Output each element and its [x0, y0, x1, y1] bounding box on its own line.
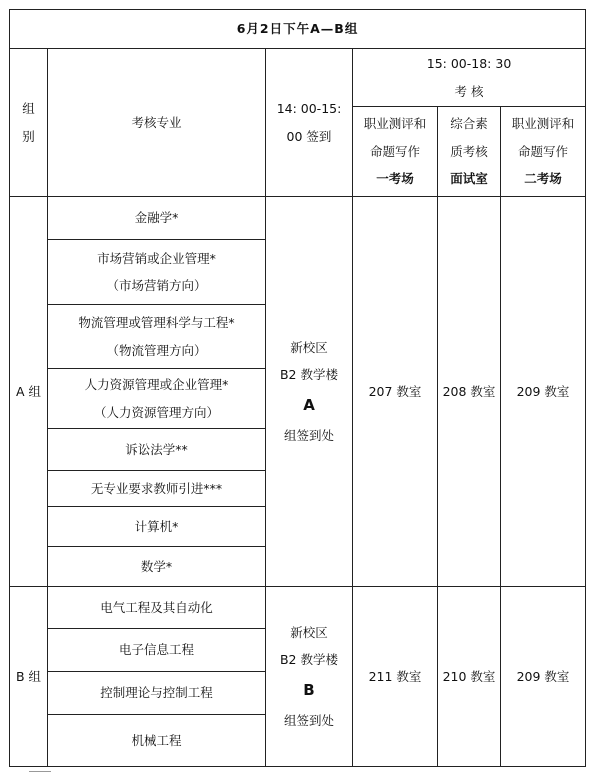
major-name: 市场营销或企业管理*	[97, 250, 216, 266]
group-b-room-2: 210 教室	[438, 587, 501, 767]
location-building: B2 教学楼	[279, 367, 338, 383]
table-row	[10, 197, 586, 240]
room-header-2	[438, 107, 501, 197]
major-cell	[48, 240, 266, 305]
room-header-3-line2: 命题写作	[518, 143, 569, 159]
group-a-room-1: 207 教室	[353, 197, 438, 587]
group-b-room-3: 209 教室	[501, 587, 586, 767]
group-b-location	[266, 587, 353, 767]
location-campus: 新校区	[290, 339, 328, 355]
group-b-label: B 组	[10, 587, 48, 767]
room-header-1-line1: 职业测评和	[363, 116, 427, 132]
major-direction: （物流管理方向）	[106, 342, 207, 358]
major-cell: 金融学*	[48, 197, 266, 240]
room-header-3-line1: 职业测评和	[511, 116, 575, 132]
signin-time-header	[266, 49, 353, 197]
location-signin-text: 组签到处	[283, 712, 334, 728]
location-building: B2 教学楼	[279, 652, 338, 668]
major-name: 人力资源管理或企业管理*	[84, 377, 229, 392]
room-header-2-name: 面试室	[450, 171, 488, 187]
room-header-2-line2: 质考核	[450, 143, 488, 159]
page-corner-mark	[29, 771, 51, 776]
signin-time-line2: 00 签到	[286, 128, 332, 144]
location-campus: 新校区	[290, 624, 328, 640]
schedule-table	[9, 9, 586, 767]
group-a-room-3: 209 教室	[501, 197, 586, 587]
major-cell: 电子信息工程	[48, 629, 266, 672]
major-cell: 机械工程	[48, 715, 266, 767]
group-header-line2: 别	[22, 128, 35, 144]
major-cell: 数学*	[48, 547, 266, 587]
major-cell: 计算机*	[48, 507, 266, 547]
major-column-header: 考核专业	[48, 49, 266, 197]
major-cell: 控制理论与控制工程	[48, 672, 266, 715]
group-b-room-1: 211 教室	[353, 587, 438, 767]
major-direction: （人力资源管理方向）	[93, 404, 219, 420]
major-direction: （市场营销方向）	[106, 278, 207, 293]
location-signin-text: 组签到处	[283, 427, 334, 443]
room-header-1-name: 一考场	[376, 171, 414, 187]
table-row	[10, 587, 586, 629]
major-cell: 无专业要求教师引进***	[48, 471, 266, 507]
signin-time-line1: 14: 00-15:	[276, 101, 342, 116]
room-header-1	[353, 107, 438, 197]
group-header-line1: 组	[22, 101, 35, 116]
major-cell	[48, 369, 266, 429]
table-title: 6月2日下午A—B组	[10, 10, 586, 49]
schedule-frame	[9, 9, 585, 772]
exam-time-header	[353, 49, 586, 107]
location-signin	[268, 389, 350, 450]
group-a-room-2: 208 教室	[438, 197, 501, 587]
room-header-3-name: 二考场	[524, 171, 562, 187]
group-a-label: A 组	[10, 197, 48, 587]
location-group-letter: B	[303, 680, 315, 699]
major-name: 物流管理或管理科学与工程*	[78, 315, 235, 330]
location-group-letter: A	[303, 395, 315, 414]
exam-label: 考 核	[454, 83, 484, 99]
exam-time: 15: 00-18: 30	[426, 56, 512, 71]
group-column-header	[10, 49, 48, 197]
major-cell	[48, 305, 266, 369]
major-cell: 电气工程及其自动化	[48, 587, 266, 629]
room-header-3	[501, 107, 586, 197]
room-header-1-line2: 命题写作	[369, 143, 420, 159]
location-signin	[268, 674, 350, 735]
group-a-location	[266, 197, 353, 587]
major-cell: 诉讼法学**	[48, 429, 266, 471]
room-header-2-line1: 综合素	[450, 116, 488, 132]
